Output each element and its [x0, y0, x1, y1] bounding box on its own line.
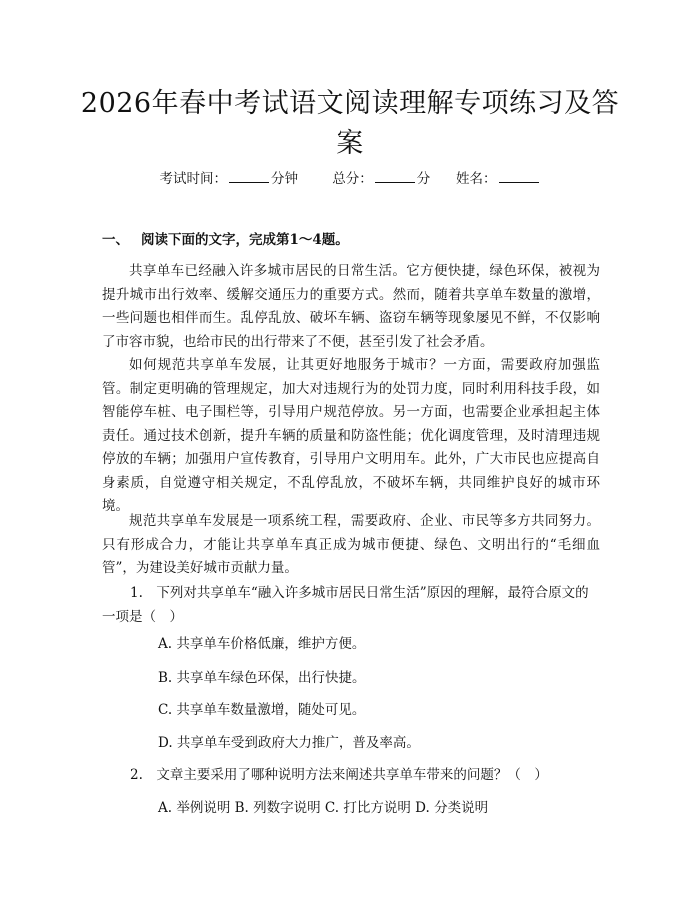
section-heading — [102, 230, 349, 250]
question-1-option-d: D. 共享单车受到政府大力推广，普及率高。 — [158, 735, 420, 751]
name-label: 姓名： — [456, 171, 497, 187]
exam-time-unit: 分钟 — [270, 171, 298, 187]
exam-time-blank — [229, 168, 269, 183]
exam-info-line — [0, 168, 700, 189]
name-blank — [499, 168, 539, 183]
question-1-stem: 1. 下列对共享单车“融入许多城市居民日常生活”原因的理解，最符合原文的一项是（ ） — [102, 585, 589, 625]
section-instruction: 阅读下面的文字，完成第1～4题。 — [141, 232, 349, 248]
section-number: 一、 — [102, 232, 129, 248]
question-2-options: A. 举例说明 B. 列数字说明 C. 打比方说明 D. 分类说明 — [158, 800, 489, 816]
question-2-stem: 2. 文章主要采用了哪种说明方法来阐述共享单车带来的问题？（ ） — [130, 767, 548, 783]
passage-paragraph-1: 共享单车已经融入许多城市居民的日常生活。它方便快捷，绿色环保，被视为提升城市出行效率、缓解交通压力的重要方式。然而，随着共享单车数量的激增，一些问题也相伴而生。乱停乱放、破坏车辆、盗窃车辆等现象屡见不鲜，不仅影响了市容市貌，也给市民的出行带来了不便，甚至引发了社会矛盾。 — [102, 263, 600, 350]
exam-time-label: 考试时间： — [159, 171, 227, 187]
page-title: 2026年春中考试语文阅读理解专项练习及答案 — [80, 88, 620, 159]
question-1-option-c: C. 共享单车数量激增，随处可见。 — [158, 702, 366, 718]
question-1-option-b: B. 共享单车绿色环保，出行快捷。 — [158, 670, 366, 686]
total-score-unit: 分 — [416, 171, 431, 187]
total-score-label: 总分： — [332, 171, 373, 187]
total-score-blank — [375, 168, 415, 183]
question-1-option-a: A. 共享单车价格低廉，维护方便。 — [158, 636, 366, 652]
passage-paragraph-3: 规范共享单车发展是一项系统工程，需要政府、企业、市民等多方共同努力。只有形成合力，才能让共享单车真正成为城市便捷、绿色、文明出行的“毛细血管”，为建设美好城市贡献力量。 — [102, 513, 600, 576]
passage-paragraph-2: 如何规范共享单车发展，让其更好地服务于城市？一方面，需要政府加强监管。制定更明确的管理规定，加大对违规行为的处罚力度，同时利用科技手段，如智能停车桩、电子围栏等，引导用户规范停放。另一方面，也需要企业承担起主体责任。通过技术创新，提升车辆的质量和防盗性能；优化调度管理，及时清理违规停放的车辆；加强用户宣传教育，引导用户文明用车。此外，广大市民也应提高自身素质，自觉遵守相关规定，不乱停乱放，不破坏车辆，共同维护良好的城市环境。 — [102, 357, 600, 514]
